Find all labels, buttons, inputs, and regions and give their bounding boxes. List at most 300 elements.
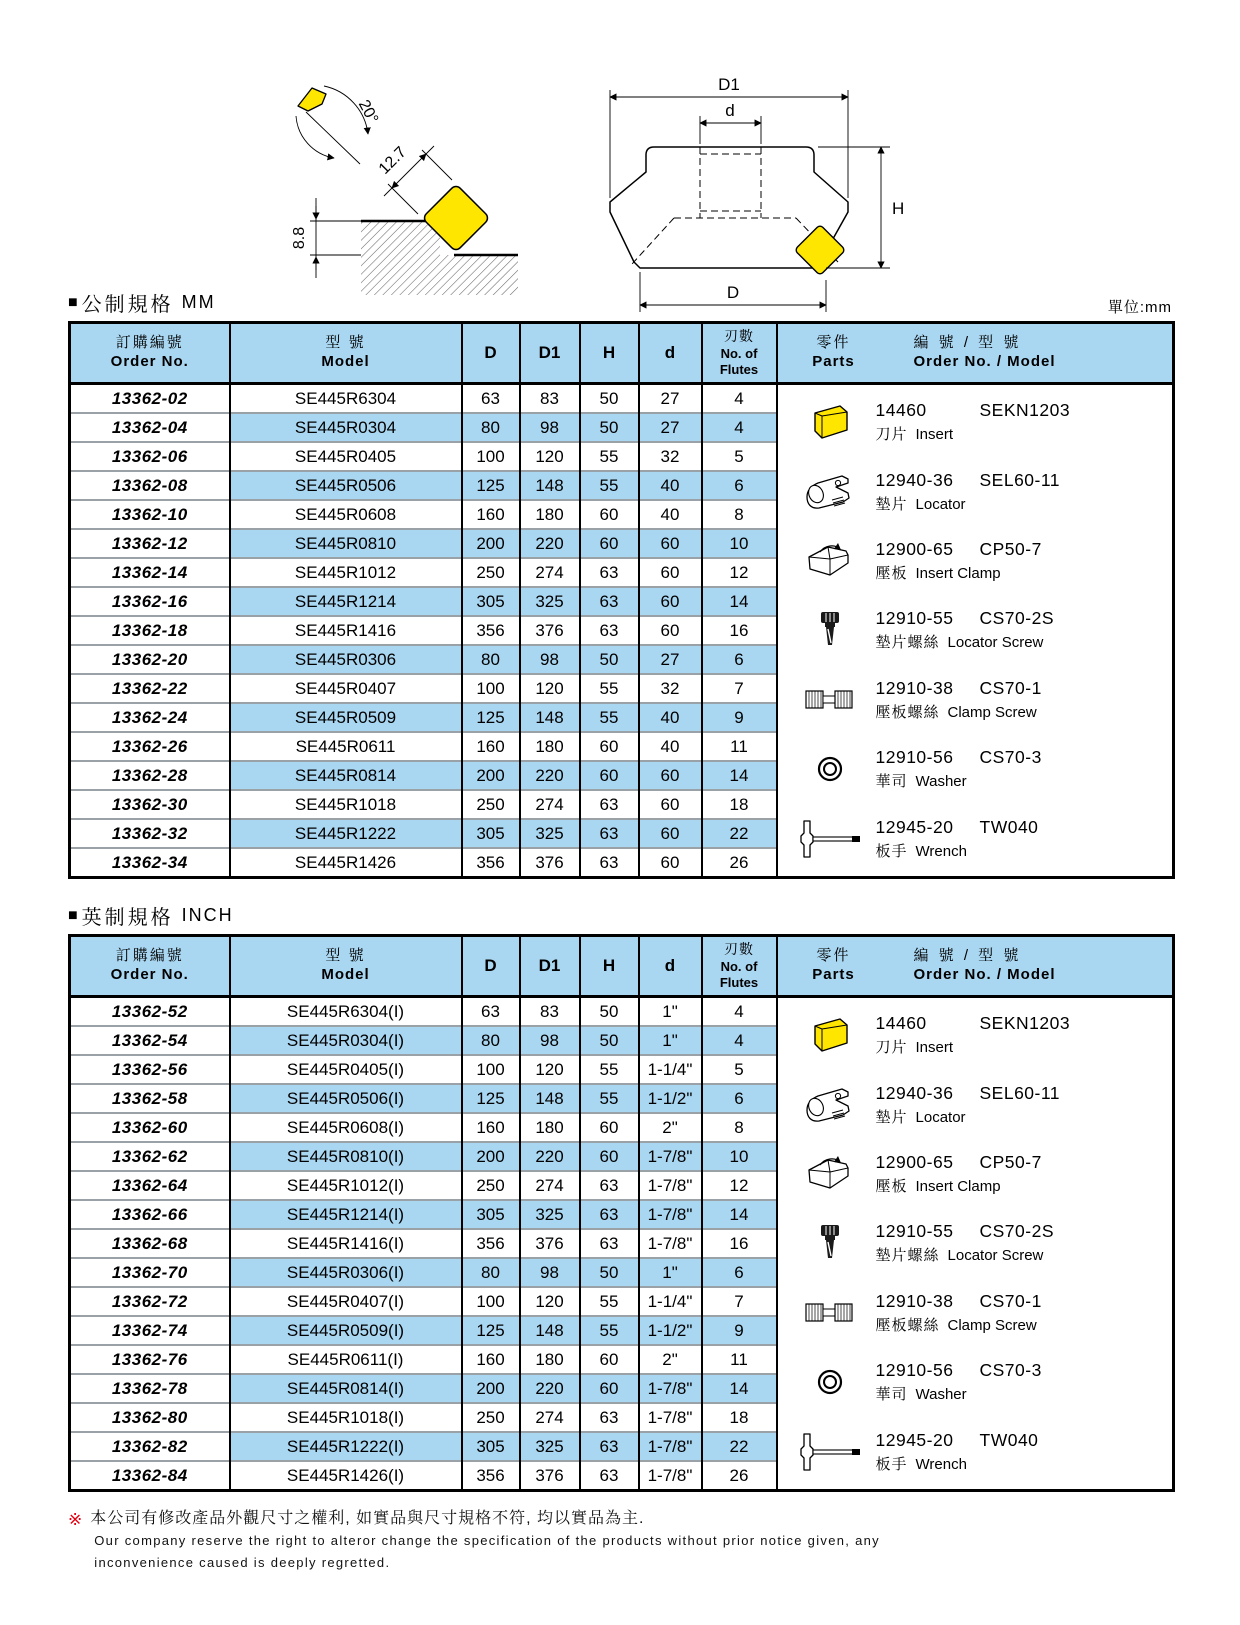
part-icon-box	[784, 1360, 876, 1404]
part-line2	[876, 562, 1042, 583]
parts-number-label-zh: 編 號 / 型 號	[913, 334, 1022, 352]
h-cell: 60	[580, 1345, 639, 1374]
part-name-zh: 壓板	[875, 565, 908, 583]
bore-cell: 1-7/8"	[639, 1461, 702, 1491]
d-cell: 80	[462, 1026, 520, 1055]
d1-cell: 325	[520, 1432, 580, 1461]
d-cell: 200	[462, 1142, 520, 1171]
inch-spec-table	[68, 934, 1175, 1492]
d1-cell: 220	[520, 1374, 580, 1403]
flutes-cell: 16	[702, 616, 777, 645]
part-icon-box	[784, 1083, 876, 1127]
part-entry	[784, 608, 1173, 652]
inch-header-row	[70, 936, 1174, 997]
parts-cell	[777, 997, 1174, 1491]
wrench-icon	[794, 817, 866, 861]
spec-row	[70, 384, 1174, 414]
h-cell: 63	[580, 819, 639, 848]
order-no-cell: 13362-68	[70, 1229, 230, 1258]
order-no-cell: 13362-18	[70, 616, 230, 645]
d-cell: 200	[462, 761, 520, 790]
model-cell: SE445R0611	[230, 732, 462, 761]
part-entry	[784, 1430, 1173, 1474]
parts-head-left	[778, 334, 890, 372]
model-cell: SE445R1222(I)	[230, 1432, 462, 1461]
d-cell: 100	[462, 1055, 520, 1084]
col-header-flutes	[702, 323, 777, 384]
col-header-order-no	[70, 323, 230, 384]
h-cell: 55	[580, 1287, 639, 1316]
part-text	[876, 747, 1042, 791]
flutes-cell: 12	[702, 558, 777, 587]
part-line2	[876, 840, 1039, 861]
part-model: CS70-3	[979, 1360, 1042, 1381]
part-line1	[876, 678, 1042, 699]
part-entry	[784, 1360, 1173, 1404]
locator-icon	[802, 1083, 858, 1127]
model-cell: SE445R0814	[230, 761, 462, 790]
model-cell: SE445R0304	[230, 413, 462, 442]
d-cell: 160	[462, 732, 520, 761]
mm-spec-table	[68, 321, 1175, 879]
d-cell: 200	[462, 1374, 520, 1403]
order-no-cell: 13362-16	[70, 587, 230, 616]
bore-cell: 60	[639, 529, 702, 558]
order-no-cell: 13362-72	[70, 1287, 230, 1316]
order-no-cell: 13362-24	[70, 703, 230, 732]
flutes-cell: 14	[702, 1200, 777, 1229]
bore-cell: 1-1/4"	[639, 1055, 702, 1084]
h-cell: 55	[580, 674, 639, 703]
model-cell: SE445R1012(I)	[230, 1171, 462, 1200]
mm-table-body	[70, 384, 1174, 878]
model-cell: SE445R0814(I)	[230, 1374, 462, 1403]
part-order-no: 12910-56	[875, 1360, 954, 1381]
model-cell: SE445R0405(I)	[230, 1055, 462, 1084]
d-cell: 356	[462, 616, 520, 645]
d-cell: 100	[462, 674, 520, 703]
part-entry	[784, 539, 1173, 583]
d-cell: 100	[462, 442, 520, 471]
part-name-en: Wrench	[915, 1455, 967, 1473]
col-header-h: H	[580, 323, 639, 384]
d-cell: 160	[462, 500, 520, 529]
bore-cell: 1-1/4"	[639, 1287, 702, 1316]
col-header-flutes-en2: Flutes	[719, 974, 759, 990]
d1-cell: 148	[520, 1084, 580, 1113]
part-name-en: Washer	[915, 773, 967, 791]
part-model: CP50-7	[979, 1152, 1042, 1173]
h-cell: 50	[580, 645, 639, 674]
col-header-bore: d	[639, 936, 702, 997]
flutes-cell: 8	[702, 500, 777, 529]
part-order-no: 12910-38	[875, 677, 954, 698]
d-cell: 80	[462, 413, 520, 442]
part-entry	[784, 678, 1173, 722]
order-no-cell: 13362-22	[70, 674, 230, 703]
spec-row	[70, 997, 1174, 1027]
h-cell: 63	[580, 616, 639, 645]
h-cell: 63	[580, 790, 639, 819]
flutes-cell: 22	[702, 1432, 777, 1461]
flutes-cell: 6	[702, 1258, 777, 1287]
locator-screw-icon	[802, 608, 858, 652]
d1-cell: 274	[520, 558, 580, 587]
h-cell: 50	[580, 1258, 639, 1287]
flutes-cell: 5	[702, 1055, 777, 1084]
locator-icon	[802, 470, 858, 514]
clamp-screw-icon	[802, 1291, 858, 1335]
flutes-cell: 9	[702, 1316, 777, 1345]
part-model: CS70-1	[979, 1290, 1042, 1311]
part-order-no: 14460	[875, 400, 927, 421]
part-line1	[876, 747, 1042, 768]
h-cell: 50	[580, 997, 639, 1027]
h-cell: 60	[580, 1142, 639, 1171]
flutes-cell: 10	[702, 529, 777, 558]
part-model: SEKN1203	[979, 400, 1071, 421]
flutes-cell: 4	[702, 384, 777, 414]
part-name-en: Locator	[915, 495, 966, 513]
footnote-mark: ※	[68, 1510, 83, 1529]
bore-cell: 40	[639, 703, 702, 732]
d1-cell: 180	[520, 732, 580, 761]
flutes-cell: 4	[702, 1026, 777, 1055]
d-cell: 250	[462, 558, 520, 587]
h-cell: 63	[580, 1403, 639, 1432]
d1-cell: 98	[520, 1258, 580, 1287]
parts-label-en: Parts	[812, 353, 855, 370]
h-cell: 63	[580, 1432, 639, 1461]
flutes-cell: 6	[702, 1084, 777, 1113]
part-text	[876, 400, 1071, 444]
model-cell: SE445R0407(I)	[230, 1287, 462, 1316]
part-order-no: 12910-55	[875, 1221, 954, 1242]
flutes-cell: 8	[702, 1113, 777, 1142]
part-icon-box	[784, 539, 876, 583]
order-no-cell: 13362-20	[70, 645, 230, 674]
mm-title-zh: 公制規格	[81, 294, 174, 316]
order-no-cell: 13362-76	[70, 1345, 230, 1374]
d1-cell: 180	[520, 500, 580, 529]
part-text	[876, 678, 1042, 722]
d1-cell: 325	[520, 1200, 580, 1229]
order-no-cell: 13362-64	[70, 1171, 230, 1200]
part-entry	[784, 1152, 1173, 1196]
order-no-cell: 13362-12	[70, 529, 230, 558]
model-cell: SE445R6304	[230, 384, 462, 414]
section-bullet: ■	[68, 906, 78, 924]
d1-cell: 148	[520, 703, 580, 732]
col-header-flutes	[702, 936, 777, 997]
h-cell: 55	[580, 1055, 639, 1084]
order-no-cell: 13362-14	[70, 558, 230, 587]
parts-head-right	[914, 334, 1056, 372]
part-line2	[876, 1036, 1071, 1057]
model-cell: SE445R0810(I)	[230, 1142, 462, 1171]
part-model: CP50-7	[979, 539, 1042, 560]
d1-cell: 376	[520, 1229, 580, 1258]
part-text	[876, 1291, 1042, 1335]
part-name-zh: 刀片	[875, 1039, 908, 1057]
part-line1	[876, 470, 1061, 491]
col-header-flutes-zh: 刃數	[724, 941, 754, 957]
h-cell: 55	[580, 1084, 639, 1113]
part-model: CS70-3	[979, 747, 1042, 768]
col-header-parts	[777, 323, 1174, 384]
footnote-en	[94, 1530, 880, 1574]
model-cell: SE445R0306	[230, 645, 462, 674]
model-cell: SE445R0810	[230, 529, 462, 558]
col-header-model-en: Model	[321, 966, 370, 983]
col-header-model	[230, 936, 462, 997]
order-no-cell: 13362-56	[70, 1055, 230, 1084]
dim-label-bore: d	[725, 101, 735, 120]
parts-head-left	[778, 947, 890, 985]
bore-cell: 60	[639, 587, 702, 616]
d1-cell: 120	[520, 1055, 580, 1084]
bore-cell: 40	[639, 732, 702, 761]
part-name-zh: 華司	[875, 1386, 908, 1404]
flutes-cell: 6	[702, 471, 777, 500]
order-no-cell: 13362-70	[70, 1258, 230, 1287]
bore-cell: 2"	[639, 1113, 702, 1142]
order-no-cell: 13362-34	[70, 848, 230, 878]
order-no-cell: 13362-06	[70, 442, 230, 471]
parts-number-label-en: Order No. / Model	[913, 966, 1056, 983]
d1-cell: 98	[520, 413, 580, 442]
flutes-cell: 11	[702, 732, 777, 761]
col-header-order-no-zh: 訂購編號	[115, 947, 184, 965]
part-line2	[876, 1314, 1042, 1335]
locator-screw-icon	[802, 1221, 858, 1265]
footnote-en-line2: inconvenience caused is deeply regretted.	[94, 1555, 391, 1571]
bore-cell: 60	[639, 616, 702, 645]
d-cell: 160	[462, 1113, 520, 1142]
footnote	[68, 1508, 1172, 1575]
flutes-cell: 18	[702, 1403, 777, 1432]
part-text	[876, 1221, 1055, 1265]
d1-cell: 120	[520, 1287, 580, 1316]
part-icon-box	[784, 1013, 876, 1057]
col-header-flutes-en2: Flutes	[719, 361, 759, 377]
d1-cell: 120	[520, 674, 580, 703]
part-order-no: 12910-38	[875, 1290, 954, 1311]
col-header-d1: D1	[520, 936, 580, 997]
h-cell: 63	[580, 1229, 639, 1258]
model-cell: SE445R0509	[230, 703, 462, 732]
insert-cutting-geometry-diagram	[268, 70, 568, 305]
col-header-flutes-en1: No. of	[720, 345, 758, 361]
dim-label-d: D	[726, 283, 740, 302]
bore-cell: 1-7/8"	[639, 1432, 702, 1461]
col-header-order-no	[70, 936, 230, 997]
d-cell: 250	[462, 790, 520, 819]
inch-section-head	[68, 901, 1172, 930]
d-cell: 356	[462, 848, 520, 878]
h-cell: 50	[580, 1026, 639, 1055]
model-cell: SE445R1012	[230, 558, 462, 587]
part-order-no: 12945-20	[875, 1429, 954, 1450]
flutes-cell: 22	[702, 819, 777, 848]
part-name-zh: 墊片	[875, 1108, 908, 1126]
model-cell: SE445R1222	[230, 819, 462, 848]
insert-icon	[802, 1013, 858, 1057]
clamp-screw-icon	[802, 678, 858, 722]
part-model: TW040	[979, 1429, 1039, 1450]
d-cell: 160	[462, 1345, 520, 1374]
model-cell: SE445R0405	[230, 442, 462, 471]
part-line2	[876, 770, 1042, 791]
insert-clamp-icon	[802, 1152, 858, 1196]
bore-cell: 60	[639, 819, 702, 848]
part-entry	[784, 1083, 1173, 1127]
inch-section-title	[68, 901, 234, 930]
order-no-cell: 13362-02	[70, 384, 230, 414]
d1-cell: 98	[520, 1026, 580, 1055]
part-icon-box	[784, 470, 876, 514]
col-header-order-no-zh: 訂購編號	[115, 334, 184, 352]
order-no-cell: 13362-52	[70, 997, 230, 1027]
h-cell: 63	[580, 587, 639, 616]
flutes-cell: 4	[702, 413, 777, 442]
d1-cell: 274	[520, 1171, 580, 1200]
washer-icon	[802, 747, 858, 791]
h-cell: 55	[580, 1316, 639, 1345]
parts-head-right	[914, 947, 1056, 985]
order-no-cell: 13362-78	[70, 1374, 230, 1403]
bore-cell: 1-7/8"	[639, 1142, 702, 1171]
bore-cell: 60	[639, 558, 702, 587]
bore-cell: 60	[639, 848, 702, 878]
part-order-no: 12940-36	[875, 469, 954, 490]
d1-cell: 148	[520, 1316, 580, 1345]
mm-title-en: MM	[181, 292, 216, 312]
d-cell: 356	[462, 1461, 520, 1491]
section-bullet: ■	[68, 293, 78, 311]
part-name-en: Locator	[915, 1108, 966, 1126]
col-header-flutes-en1: No. of	[720, 958, 758, 974]
part-icon-box	[784, 1430, 876, 1474]
part-icon-box	[784, 1221, 876, 1265]
d-cell: 125	[462, 703, 520, 732]
d-cell: 125	[462, 1084, 520, 1113]
bore-cell: 1-7/8"	[639, 1229, 702, 1258]
part-order-no: 12910-56	[875, 747, 954, 768]
order-no-cell: 13362-62	[70, 1142, 230, 1171]
col-header-bore: d	[639, 323, 702, 384]
part-name-zh: 壓板	[875, 1178, 908, 1196]
d1-cell: 376	[520, 1461, 580, 1491]
flutes-cell: 4	[702, 997, 777, 1027]
part-line2	[876, 1106, 1061, 1127]
bore-cell: 1-7/8"	[639, 1374, 702, 1403]
part-model: CS70-1	[979, 677, 1042, 698]
bore-cell: 1"	[639, 1258, 702, 1287]
insert-small	[298, 88, 326, 111]
d-cell: 305	[462, 819, 520, 848]
cutter-body-dimension-diagram	[588, 70, 938, 315]
h-cell: 60	[580, 1113, 639, 1142]
d1-cell: 376	[520, 616, 580, 645]
insert-icon	[802, 400, 858, 444]
footnote-zh: 本公司有修改產品外觀尺寸之權利, 如實品與尺寸規格不符, 均以實品為主.	[90, 1510, 645, 1527]
d-cell: 200	[462, 529, 520, 558]
part-entry	[784, 1013, 1173, 1057]
order-no-cell: 13362-08	[70, 471, 230, 500]
flutes-cell: 9	[702, 703, 777, 732]
d1-cell: 220	[520, 529, 580, 558]
bore-cell: 1-7/8"	[639, 1171, 702, 1200]
d1-cell: 274	[520, 790, 580, 819]
insert-clamp-icon	[802, 539, 858, 583]
d-cell: 63	[462, 384, 520, 414]
part-name-zh: 墊片螺絲	[875, 1247, 940, 1265]
part-line2	[876, 1244, 1055, 1265]
parts-label-zh: 零件	[816, 947, 851, 965]
model-cell: SE445R0306(I)	[230, 1258, 462, 1287]
part-order-no: 12945-20	[875, 816, 954, 837]
inch-table-body	[70, 997, 1174, 1491]
order-no-cell: 13362-10	[70, 500, 230, 529]
part-name-zh: 板手	[875, 1455, 908, 1473]
parts-label-en: Parts	[812, 966, 855, 983]
part-line2	[876, 1175, 1042, 1196]
col-header-model	[230, 323, 462, 384]
dim-label-depth: 8.8	[291, 226, 308, 250]
part-text	[876, 1013, 1071, 1057]
d1-cell: 180	[520, 1113, 580, 1142]
d-cell: 80	[462, 1258, 520, 1287]
parts-number-label-zh: 編 號 / 型 號	[913, 947, 1022, 965]
part-order-no: 12940-36	[875, 1082, 954, 1103]
order-no-cell: 13362-60	[70, 1113, 230, 1142]
part-order-no: 14460	[875, 1013, 927, 1034]
part-line2	[876, 701, 1042, 722]
bore-cell: 1-1/2"	[639, 1316, 702, 1345]
parts-number-label-en: Order No. / Model	[913, 353, 1056, 370]
model-cell: SE445R6304(I)	[230, 997, 462, 1027]
part-name-zh: 華司	[875, 773, 908, 791]
order-no-cell: 13362-74	[70, 1316, 230, 1345]
part-model: SEKN1203	[979, 1013, 1071, 1034]
part-name-en: Insert Clamp	[915, 565, 1001, 583]
h-cell: 60	[580, 761, 639, 790]
parts-list	[778, 999, 1173, 1489]
h-cell: 63	[580, 558, 639, 587]
model-cell: SE445R0611(I)	[230, 1345, 462, 1374]
flutes-cell: 7	[702, 1287, 777, 1316]
model-cell: SE445R1018	[230, 790, 462, 819]
order-no-cell: 13362-84	[70, 1461, 230, 1491]
part-entry	[784, 470, 1173, 514]
bore-cell: 27	[639, 645, 702, 674]
wrench-icon	[794, 1430, 866, 1474]
col-header-model-zh: 型 號	[325, 947, 366, 965]
h-cell: 50	[580, 413, 639, 442]
d1-cell: 220	[520, 761, 580, 790]
part-line2	[876, 423, 1071, 444]
part-icon-box	[784, 747, 876, 791]
d1-cell: 148	[520, 471, 580, 500]
model-cell: SE445R0608	[230, 500, 462, 529]
h-cell: 55	[580, 442, 639, 471]
part-icon-box	[784, 608, 876, 652]
model-cell: SE445R0304(I)	[230, 1026, 462, 1055]
parts-label-zh: 零件	[816, 334, 851, 352]
part-name-zh: 壓板螺絲	[875, 1316, 940, 1334]
model-cell: SE445R0608(I)	[230, 1113, 462, 1142]
